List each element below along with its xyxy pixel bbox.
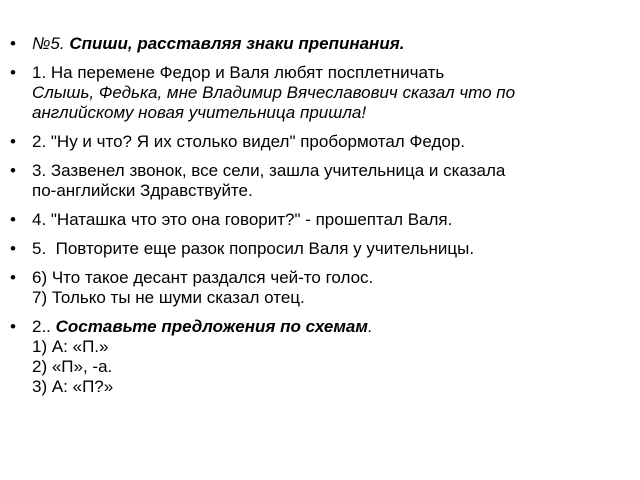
bullet-icon: • — [10, 161, 16, 180]
list-item-sentence-4 — [10, 210, 636, 230]
bullet-icon: • — [10, 132, 16, 151]
task5-number: №5. — [32, 34, 65, 53]
list-item-sentence-1 — [10, 63, 636, 123]
sentence-1-line-1: 1. На перемене Федор и Валя любят посплетничать — [32, 63, 445, 82]
bullet-icon: • — [10, 210, 16, 229]
sentence-4-line-1: 4. "Наташка что это она говорит?" - прошептал Валя. — [32, 210, 453, 229]
sentence-5-line-1: 5. Повторите еще разок попросил Валя у учительницы. — [32, 239, 475, 258]
task2-title-end: . — [367, 317, 373, 336]
sentence-3-line-1: 3. Зазвенел звонок, все сели, зашла учительница и сказала — [32, 161, 506, 180]
sentence-1-line-2: Слышь, Федька, мне Владимир Вячеславович сказал что по — [32, 83, 516, 102]
sentence-6-line-1: 6) Что такое десант раздался чей-то голос. — [32, 268, 374, 287]
sentence-3-line-2: по-английски Здравствуйте. — [32, 181, 253, 200]
bullet-icon: • — [10, 63, 16, 82]
list-item-sentence-5 — [10, 239, 636, 259]
sentence-2-line-1: 2. "Ну и что? Я их столько видел" пробормотал Федор. — [32, 132, 466, 151]
list-item-sentence-3 — [10, 161, 636, 201]
bullet-icon: • — [10, 239, 16, 258]
task2-heading — [32, 317, 636, 337]
list-item-task5-heading — [10, 34, 636, 54]
task2-title: Составьте предложения по схемам — [55, 317, 368, 336]
sentence-1-line-3: английскому новая учительница пришла! — [32, 103, 367, 122]
list-item-task2 — [10, 317, 636, 397]
scheme-2: 2) «П», -а. — [32, 357, 113, 376]
list-item-sentence-2 — [10, 132, 636, 152]
scheme-3: 3) А: «П?» — [32, 377, 114, 396]
bullet-icon: • — [10, 317, 16, 336]
exercise-list — [10, 34, 636, 406]
bullet-icon: • — [10, 268, 16, 287]
list-item-sentence-6-7 — [10, 268, 636, 308]
task5-heading — [32, 34, 636, 54]
bullet-icon: • — [10, 34, 16, 53]
scheme-1: 1) А: «П.» — [32, 337, 109, 356]
task2-number: 2.. — [32, 317, 51, 336]
sentence-7-line-1: 7) Только ты не шуми сказал отец. — [32, 288, 305, 307]
task5-title: Спиши, расставляя знаки препинания. — [69, 34, 405, 53]
